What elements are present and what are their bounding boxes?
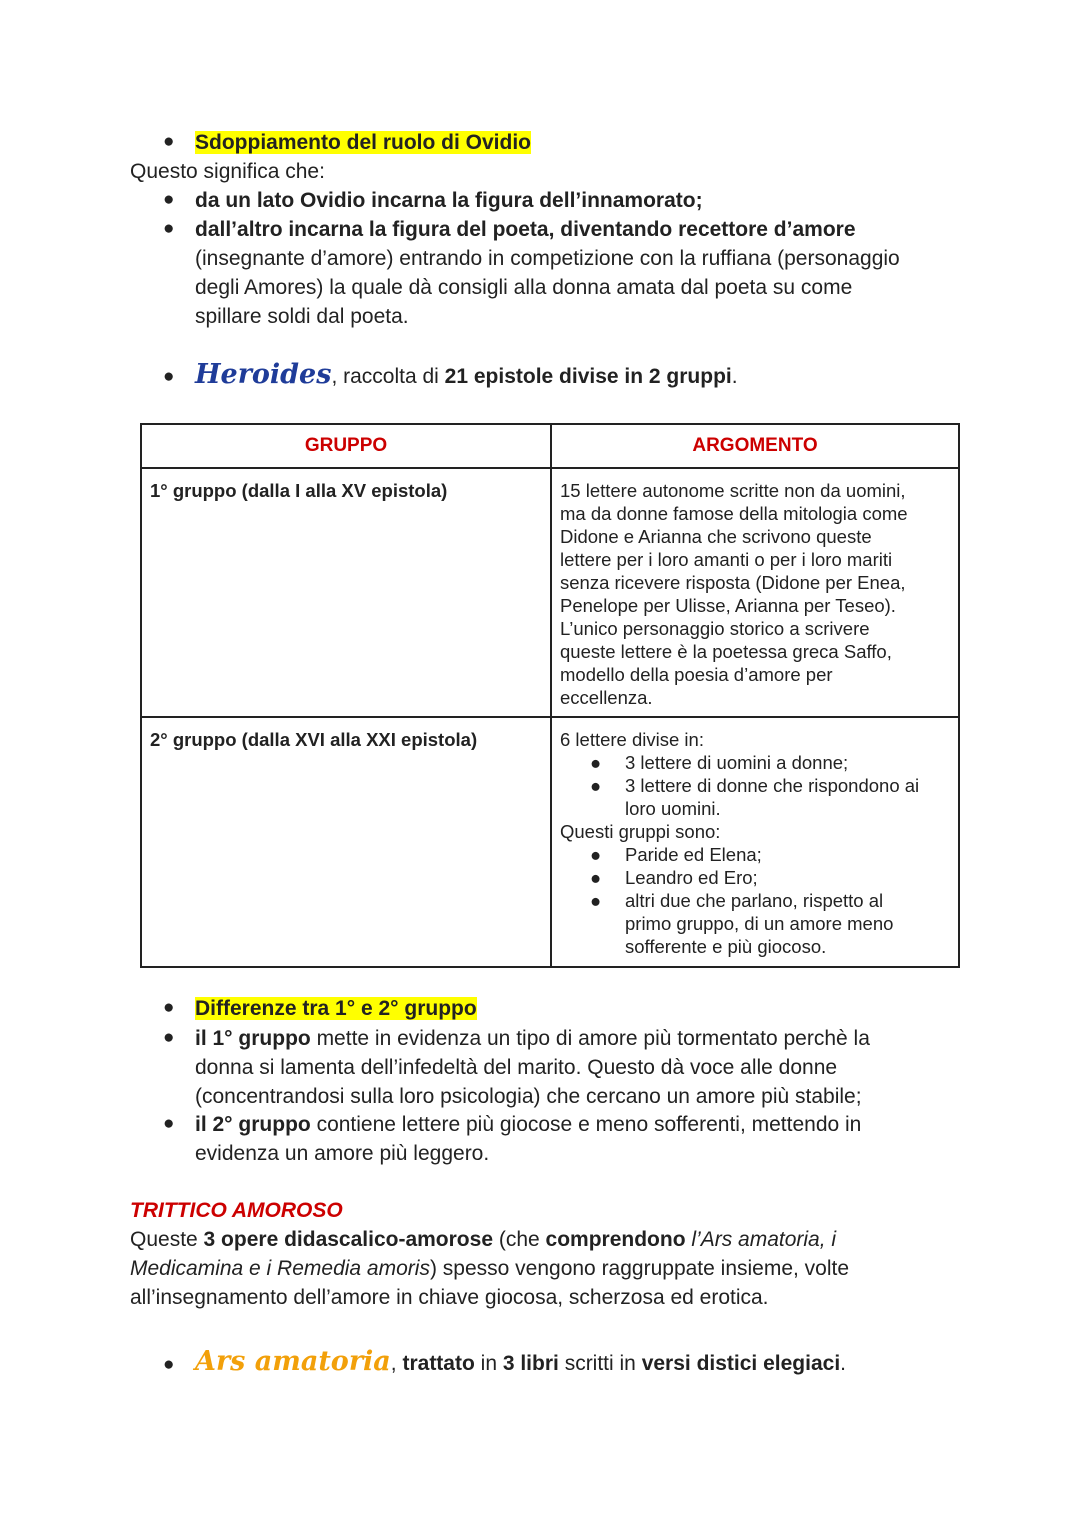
table-row <box>141 468 959 717</box>
bullet-icon: ● <box>163 189 175 210</box>
bullet-icon: ● <box>590 844 602 865</box>
trittico-paragraph: Queste 3 opere didascalico-amorose (che comprendono l’Ars amatoria, i Medicamina e i Remedia amoris) spesso vengono raggruppate insieme, volte all’insegnamento dell’amore in chiave giocosa, scherzosa ed erotica. <box>130 1228 850 1309</box>
bullet-icon: ● <box>163 1113 175 1134</box>
group-cell-2: 2° gruppo (dalla XVI alla XXI epistola) <box>141 717 551 967</box>
intro-text: Questo significa che: <box>130 160 325 183</box>
ars-amatoria-line: Ars amatoria, trattato in 3 libri scritti in versi distici elegiaci. <box>195 1346 846 1377</box>
point-poeta: dall’altro incarna la figura del poeta, diventando recettore d’amore (insegnante d’amore) entrando in competizione con la ruffiana (personaggio degli Amores) la quale dà consigli alla donna amata dal poeta su come spillare soldi dal poeta. <box>195 218 900 328</box>
bullet-icon: ● <box>590 890 602 911</box>
bullet-icon: ● <box>590 867 602 888</box>
topic-cell-2: 6 lettere divise in: ● 3 lettere di uomini a donne; ● 3 lettere di donne che rispondono ai loro uomini. Questi gruppi sono: ● Paride ed Elena; ● Leandro ed Ero; ● altri due che parlano, rispetto al primo gruppo, di un amore meno sofferente e più giocoso. <box>551 717 959 967</box>
topic-cell-1: 15 lettere autonome scritte non da uomini, ma da donne famose della mitologia come Didone e Arianna che scrivono queste lettere per i loro amanti o per i loro mariti senza ricevere risposta (Didone per Enea, Penelope per Ulisse, Arianna per Teseo). L’unico personaggio storico a scrivere queste lettere è la poetessa greca Saffo, modello della poesia d’amore per eccellenza. <box>551 468 959 717</box>
heroides-line: Heroides, raccolta di 21 epistole divise in 2 gruppi. <box>195 359 738 390</box>
group-cell-1: 1° gruppo (dalla I alla XV epistola) <box>141 468 551 717</box>
bullet-icon: ● <box>163 997 175 1018</box>
header-gruppo: GRUPPO <box>141 424 551 468</box>
bullet-icon: ● <box>590 752 602 773</box>
heroides-title: Heroides <box>195 359 332 390</box>
trittico-title: TRITTICO AMOROSO <box>130 1199 343 1222</box>
table-header-row <box>141 424 959 468</box>
bullet-icon: ● <box>163 366 175 387</box>
header-argomento: ARGOMENTO <box>551 424 959 468</box>
point-innamorato: da un lato Ovidio incarna la figura dell’innamorato; <box>195 189 703 212</box>
table-row <box>141 717 959 967</box>
bullet-icon: ● <box>163 1027 175 1048</box>
section-heading-differenze: Differenze tra 1° e 2° gruppo <box>195 997 477 1020</box>
bullet-icon: ● <box>590 775 602 796</box>
section-heading-sdoppiamento: Sdoppiamento del ruolo di Ovidio <box>195 131 531 154</box>
difference-secondo: il 2° gruppo contiene lettere più giocose e meno sofferenti, mettendo in evidenza un amore più leggero. <box>195 1113 862 1165</box>
heroides-table <box>140 423 960 968</box>
ars-amatoria-title: Ars amatoria <box>195 1346 391 1377</box>
bullet-icon: ● <box>163 1354 175 1375</box>
bullet-icon: ● <box>163 131 175 152</box>
bullet-icon: ● <box>163 218 175 239</box>
difference-primo: il 1° gruppo mette in evidenza un tipo di amore più tormentato perchè la donna si lamenta dell’infedeltà del marito. Questo dà voce alle donne (concentrandosi sulla loro psicologia) che cercano un amore più stabile; <box>195 1027 870 1108</box>
